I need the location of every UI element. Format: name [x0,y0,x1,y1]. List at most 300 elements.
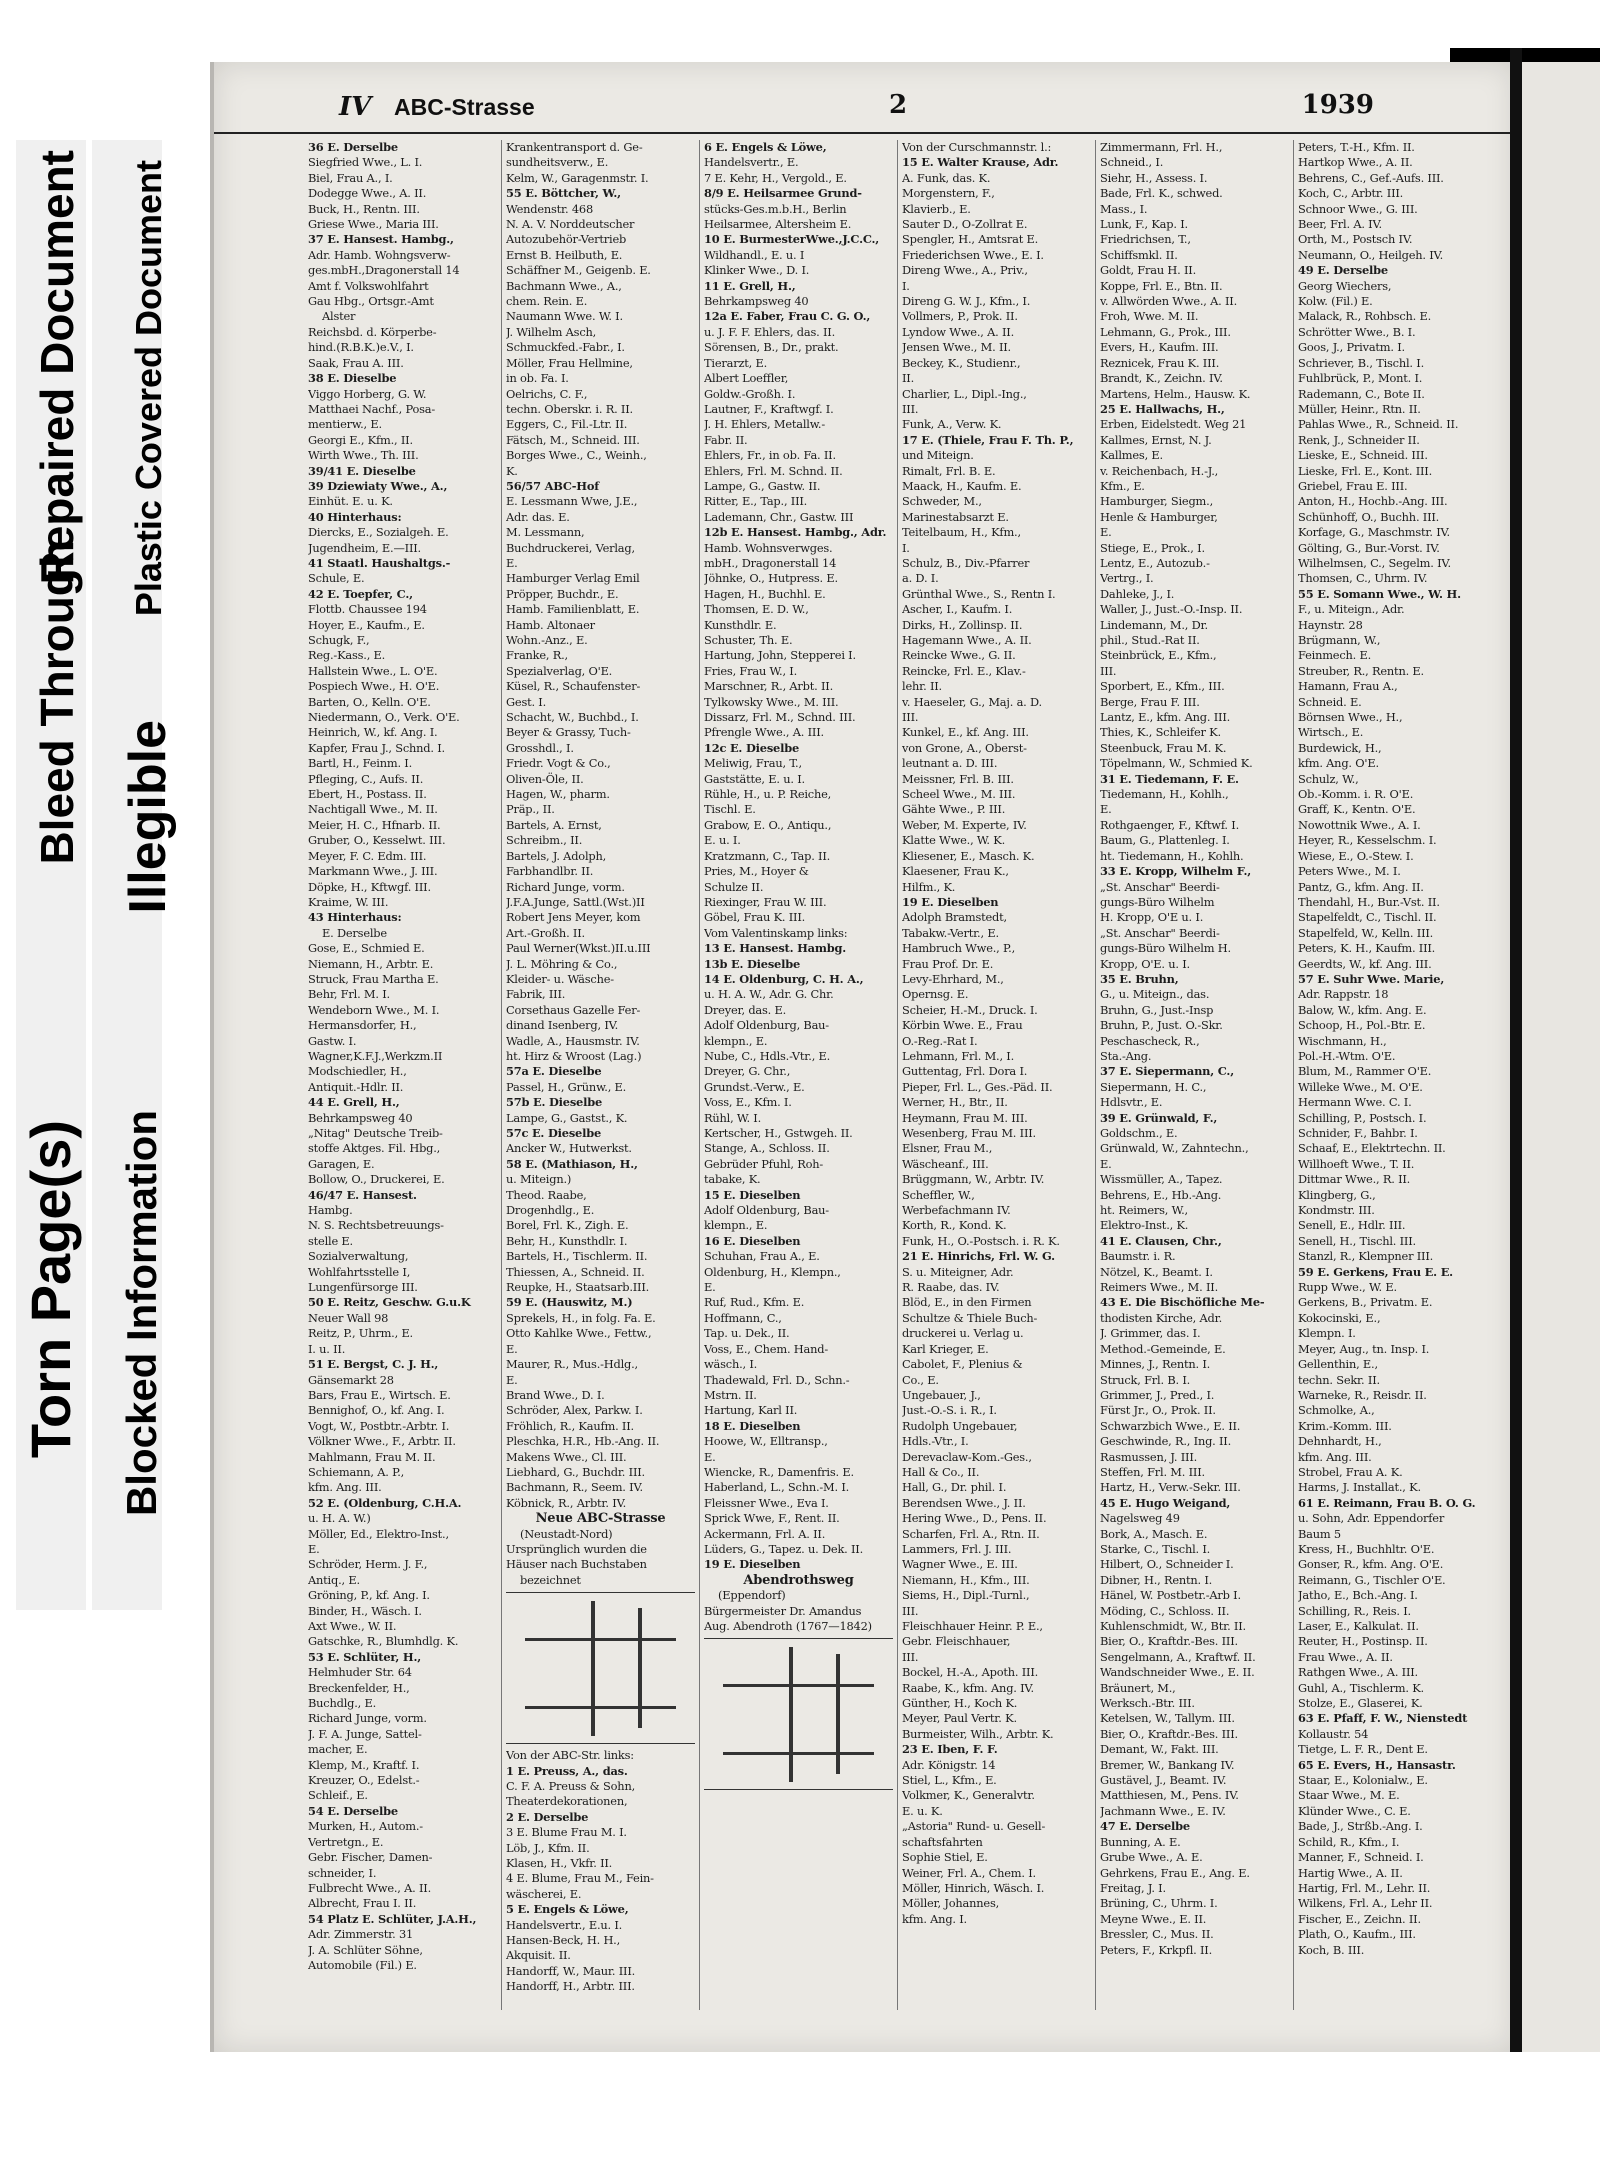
house-number-entry: 38 E. Dieselbe [308,371,397,386]
house-number-entry: 21 E. Hinrichs, Frl. W. G. [902,1249,1055,1264]
resident-entry: phil., Stud.-Rat II. [1100,633,1200,647]
resident-entry: Gellenthin, E., [1298,1357,1378,1372]
resident-entry: Scharfen, Frl. A., Rtn. II. [902,1526,1040,1541]
resident-entry: Drogenhdlg., E. [506,1203,595,1218]
resident-entry: Hartig, Frl. M., Lehr. II. [1298,1880,1431,1895]
house-number-entry: 15 E. Dieselben [704,1187,801,1202]
house-number-entry: 42 E. Toepfer, C., [308,586,413,601]
resident-entry: Hamb. Wohnsverwges. [704,540,833,555]
resident-entry: Von der ABC-Str. links: [506,1748,634,1763]
resident-entry: Lindemann, M., Dr. [1100,617,1208,632]
resident-entry: Bier, O., Kraftdr.-Bes. III. [1100,1726,1238,1741]
resident-entry: Hambg. [308,1203,353,1218]
resident-entry: Pfrengle Wwe., A. III. [704,725,824,740]
resident-entry: Vogt, W., Postbtr.-Arbtr. I. [308,1418,450,1433]
resident-entry: Schröder, Alex, Parkw. I. [506,1403,643,1418]
resident-entry: Fätsch, M., Schneid. III. [506,432,640,447]
resident-entry: Hallstein Wwe., L. O'E. [308,663,438,678]
resident-entry: Gonser, R., kfm. Ang. O'E. [1298,1557,1444,1572]
resident-entry: Hall & Co., II. [902,1464,980,1479]
resident-entry: Hdls.-Vtr., I. [902,1434,969,1449]
resident-entry: Schilling, P., Postsch. I. [1298,1110,1427,1125]
resident-entry: Korth, R., Kond. K. [902,1218,1007,1233]
next-page-strip [1522,62,1600,2052]
resident-entry: Senell, E., Hdlr. III. [1298,1218,1406,1233]
resident-entry: macher, E. [308,1742,368,1757]
resident-entry: J. F. A. Junge, Sattel- [308,1726,422,1741]
resident-entry: u. Sohn, Adr. Eppendorfer [1298,1511,1445,1526]
resident-entry: Lieske, Frl. E., Kont. III. [1298,463,1433,478]
resident-entry: Fries, Frau W., I. [704,663,798,678]
resident-entry: Struck, Frl. B. I. [1100,1372,1191,1387]
resident-entry: Scheffler, W., [902,1187,975,1202]
resident-entry: Behrens, E., Hb.-Ang. [1100,1187,1222,1202]
resident-entry: Berge, Frau F. III. [1100,694,1200,709]
resident-entry: kfm. Ang. III. [308,1480,382,1495]
house-number-entry: 8/9 E. Heilsarmee Grund- [704,186,862,201]
house-number-entry: 19 E. Dieselben [704,1557,801,1572]
resident-entry: Pahlas Wwe., R., Schneid. II. [1298,417,1459,432]
resident-entry: Ackermann, Frl. A. II. [704,1526,826,1541]
directory-page [210,62,1514,2052]
resident-entry: Klinker Wwe., D. I. [704,263,810,278]
resident-entry: Gebr. Fleischhauer, [902,1634,1011,1649]
resident-entry: Thadewald, Frl. D., Schn.- [704,1372,850,1387]
resident-entry: Brüggmann, W., Arbtr. IV. [902,1172,1045,1187]
resident-entry: Beckey, K., Studienr., [902,355,1021,370]
resident-entry: Warneke, R., Reisdr. II. [1298,1387,1427,1402]
house-number-entry: 59 E. (Hauswitz, M.) [506,1295,633,1310]
directory-column-4 [898,140,1096,2010]
resident-entry: Oldenburg, H., Klempn., [704,1264,841,1279]
resident-entry: Albert Loeffler, [704,371,789,386]
resident-entry: E. [506,555,518,570]
resident-entry: Scheel Wwe., M. III. [902,787,1016,802]
resident-entry: K. [506,463,518,478]
resident-entry: Peschascheck, R., [1100,1033,1200,1048]
resident-entry: Rademann, C., Bote II. [1298,386,1425,401]
house-number-entry: 17 E. (Thiele, Frau F. Th. P., [902,432,1074,447]
resident-entry: Weiner, Frl. A., Chem. I. [902,1865,1036,1880]
resident-entry: Wäscheanf., III. [902,1156,989,1171]
resident-entry: Schnoor Wwe., G. III. [1298,201,1418,216]
resident-entry: Gölting, G., Bur.-Vorst. IV. [1298,540,1440,555]
resident-entry: Farbhandlbr. II. [506,864,594,879]
resident-entry: Helmhuder Str. 64 [308,1665,412,1680]
resident-entry: Sprick Wwe, F., Rent. II. [704,1511,840,1526]
resident-entry: I. u. II. [308,1341,346,1356]
resident-entry: Nagelsweg 49 [1100,1511,1180,1526]
resident-entry: Ehlers, Fr., in ob. Fa. II. [704,448,836,463]
resident-entry: Borges Wwe., C., Weinh., [506,448,647,463]
resident-entry: Wesenberg, Frau M. III. [902,1126,1036,1140]
resident-entry: Hermansdorfer, H., [308,1018,417,1033]
resident-entry: Schultze & Thiele Buch- [902,1310,1038,1325]
house-number-entry: 45 E. Hugo Weigand, [1100,1495,1231,1510]
resident-entry: Günther, H., Koch K. [902,1696,1018,1711]
resident-entry: Goldschm., E. [1100,1126,1178,1140]
resident-entry: Schmolke, A., [1298,1403,1375,1418]
resident-entry: Liebhard, G., Buchdr. III. [506,1464,645,1479]
resident-entry: Wendeborn Wwe., M. I. [308,1002,440,1017]
resident-entry: Vertretgn., E. [308,1834,384,1849]
house-number-entry: 43 E. Die Bischöfliche Me- [1100,1295,1265,1310]
house-number-entry: 12b E. Hansest. Hambg., Adr. [704,525,887,540]
resident-entry: Reg.-Kass., E. [308,648,386,663]
resident-entry: Fleissner Wwe., Eva I. [704,1495,829,1510]
resident-entry: Kress, H., Buchhltr. O'E. [1298,1541,1435,1556]
resident-entry: Buchdruckerei, Verlag, [506,540,635,555]
resident-entry: Kertscher, H., Gstwgeh. II. [704,1126,853,1140]
resident-entry: Georgi E., Kfm., II. [308,432,413,447]
resident-entry: klempn., E. [704,1218,768,1233]
resident-entry: von Grone, A., Oberst- [902,740,1027,755]
resident-entry: tabake, K. [704,1172,761,1187]
resident-entry: Bremer, W., Bankang IV. [1100,1757,1235,1772]
resident-entry: Werbefachmann IV. [902,1203,1011,1218]
resident-entry: Grünthal Wwe., S., Rentn I. [902,586,1056,601]
resident-entry: Ehlers, Frl. M. Schnd. II. [704,463,843,478]
resident-entry: Plath, O., Kaufm., III. [1298,1927,1416,1942]
resident-entry: Bruhn, P., Just. O.-Skr. [1100,1018,1223,1033]
resident-entry: Willeke Wwe., M. O'E. [1298,1079,1423,1094]
resident-entry: J. Grimmer, das. I. [1100,1326,1201,1341]
resident-entry: Hamb. Familienblatt, E. [506,602,640,617]
resident-entry: Kallmes, Ernst, N. J. [1100,432,1212,447]
resident-entry: Hoowe, W., Elltransp., [704,1434,828,1449]
resident-entry: E. [704,1449,716,1464]
map-road [723,1752,874,1755]
house-number-entry: 18 E. Dieselben [704,1418,801,1433]
resident-entry: Dittmar Wwe., R. II. [1298,1172,1411,1187]
resident-entry: Scheier, H.-M., Druck. I. [902,1002,1038,1017]
resident-entry: Rupp Wwe., W. E. [1298,1280,1397,1295]
resident-entry: Pfleging, C., Aufs. II. [308,771,424,786]
resident-entry: E. [704,1280,716,1295]
resident-entry: Friedrichsen, T., [1100,232,1191,247]
resident-entry: Siegfried Wwe., L. I. [308,155,423,170]
resident-entry: Schilling, R., Reis. I. [1298,1603,1411,1618]
resident-entry: Hamburger, Siegm., [1100,494,1213,509]
resident-entry: Schriever, B., Tischl. I. [1298,355,1424,370]
resident-entry: Klünder Wwe., C. E. [1298,1803,1411,1818]
resident-entry: in ob. Fa. I. [506,371,569,386]
resident-entry: Breckenfelder, H., [308,1680,410,1695]
house-number-entry: 1 E. Preuss, A., das. [506,1763,628,1778]
resident-entry: Schuhan, Frau A., E. [704,1249,820,1264]
resident-entry: Baumstr. i. R. [1100,1249,1176,1264]
resident-entry: Markmann Wwe., J. III. [308,864,438,879]
resident-entry: kfm. Ang. O'E. [1298,756,1379,771]
resident-entry: Nötzel, K., Beamt. I. [1100,1264,1213,1279]
resident-entry: Kunsthdlr. E. [704,617,777,632]
house-number-entry: 54 E. Derselbe [308,1803,398,1818]
house-number-entry: 41 E. Clausen, Chr., [1100,1233,1222,1248]
resident-entry: stoffe Aktges. Fil. Hbg., [308,1141,441,1156]
resident-entry: Malack, R., Rohbsch. E. [1298,309,1432,324]
resident-entry: ht. Hirz & Wroost (Lag.) [506,1048,642,1063]
resident-entry: Automobile (Fil.) E. [308,1957,417,1972]
resident-entry: Vertrg., I. [1100,571,1154,586]
resident-entry: Hamburger Verlag Emil [506,571,640,586]
house-number-entry: 2 E. Derselbe [506,1809,589,1824]
resident-entry: Möller, Johannes, [902,1896,1000,1911]
resident-entry: E. u. I. [704,833,741,848]
resident-entry: Adolf Oldenburg, Bau- [704,1018,829,1033]
resident-entry: Bork, A., Masch. E. [1100,1526,1208,1541]
resident-entry: Neuer Wall 98 [308,1310,389,1325]
scan-right-edge [1510,48,1522,2052]
resident-entry: Gebrüder Pfuhl, Roh- [704,1156,824,1171]
resident-entry: Pries, M., Hoyer & [704,864,809,879]
directory-column-6 [1294,140,1492,2010]
resident-entry: Baum, G., Plattenleg. I. [1100,833,1230,848]
resident-entry: Antiquit.-Hdlr. II. [308,1079,404,1094]
resident-entry: „St. Anschar" Beerdi- [1100,879,1220,894]
resident-entry: Dissarz, Frl. M., Schnd. III. [704,710,856,725]
resident-entry: Reincke Wwe., G. II. [902,648,1016,663]
resident-entry: Method.-Gemeinde, E. [1100,1341,1226,1356]
street-map-sketch [506,1592,695,1744]
resident-entry: Hdlsvtr., E. [1100,1095,1163,1110]
house-number-entry: 65 E. Evers, H., Hansastr. [1298,1757,1456,1772]
resident-entry: Reichsbd. d. Körperbe- [308,324,437,339]
resident-entry: Sörensen, B., Dr., prakt. [704,340,839,355]
resident-entry: Anton, H., Hochb.-Ang. III. [1298,494,1448,509]
resident-entry: Dreyer, G. Chr., [704,1064,791,1079]
resident-entry: Bachmann Wwe., A., [506,278,622,293]
resident-entry: Blum, M., Rammer O'E. [1298,1064,1432,1079]
resident-entry: Präp., II. [506,802,555,817]
resident-entry: Harms, J. Installat., K. [1298,1480,1421,1495]
resident-entry: Schule, E. [308,571,365,586]
resident-entry: Gehrkens, Frau E., Ang. E. [1100,1865,1250,1880]
resident-entry: u. H. A. W.) [308,1511,371,1526]
resident-entry: Hagen, H., Buchhl. E. [704,586,826,601]
resident-entry: Thomsen, C., Uhrm. IV. [1298,571,1428,586]
resident-entry: Dibner, H., Rentn. I. [1100,1572,1213,1587]
resident-entry: Friedr. Vogt & Co., [506,756,611,771]
resident-entry: Handorff, W., Maur. III. [506,1963,636,1978]
resident-entry: Nachtigall Wwe., M. II. [308,802,438,817]
resident-entry: Lunk, F., Kap. I. [1100,217,1188,232]
resident-entry: Garagen, E. [308,1156,375,1171]
resident-entry: Dirks, H., Zollinsp. II. [902,617,1023,632]
resident-entry: Brandt, K., Zeichn. IV. [1100,371,1223,386]
resident-entry: Raabe, K., kfm. Ang. IV. [902,1680,1034,1695]
resident-entry: Buck, H., Rentn. III. [308,201,420,216]
resident-entry: III. [902,401,919,416]
resident-entry: Schreibm., II. [506,833,583,848]
stamp-illegible: Illegible [119,720,177,914]
resident-entry: Pieper, Frl. L., Ges.-Päd. II. [902,1079,1053,1094]
resident-entry: Robert Jens Meyer, kom [506,910,641,925]
resident-entry: Mstrn. II. [704,1387,757,1402]
resident-entry: Rothgaenger, F., Kftwf. I. [1100,817,1239,832]
house-number-entry: 33 E. Kropp, Wilhelm F., [1100,864,1251,879]
resident-entry: Friederichsen Wwe., E. I. [902,247,1044,262]
resident-entry: Meyer, F. C. Edm. III. [308,848,427,863]
resident-entry: Eggers, C., Fil.-Ltr. II. [506,417,628,432]
resident-entry: Bockel, H.-A., Apoth. III. [902,1665,1039,1680]
resident-entry: Kratzmann, C., Tap. II. [704,848,831,863]
house-number-entry: 39 Dziewiaty Wwe., A., [308,478,448,493]
resident-entry: Schneid. E. [1298,694,1362,709]
resident-entry: Steffen, Frl. M. III. [1100,1464,1205,1479]
resident-entry: Brügmann, W., [1298,633,1381,647]
resident-entry: Von der Curschmannstr. l.: [902,140,1052,154]
resident-entry: Hartung, Karl II. [704,1403,798,1418]
stamp-torn-pages: Torn Page(s) [19,1120,82,1459]
resident-entry: Bürgermeister Dr. Amandus [704,1603,862,1618]
page-header [214,82,1514,134]
resident-entry: Klaesener, Frau K., [902,864,1009,879]
resident-entry: Schugk, F., [308,633,370,647]
resident-entry: Siems, H., Dipl.-Turnl., [902,1588,1030,1603]
resident-entry: Bruhn, G., Just.-Insp [1100,1002,1214,1017]
resident-entry: Kleider- u. Wäsche- [506,971,614,986]
resident-entry: Schnider, F., Bahbr. I. [1298,1126,1418,1140]
resident-entry: Elektro-Inst., K. [1100,1218,1189,1233]
resident-entry: Schiemann, A. P., [308,1464,405,1479]
resident-entry: Lüders, G., Tapez. u. Dek. II. [704,1541,864,1556]
resident-entry: J. L. Möhring & Co., [506,956,618,971]
resident-entry: Börnsen Wwe., H., [1298,710,1403,725]
resident-entry: Burdewick, H., [1298,740,1382,755]
resident-entry: Grimmer, J., Pred., I. [1100,1387,1215,1402]
resident-entry: Siehr, H., Assess. I. [1100,170,1208,185]
resident-entry: Thiessen, A., Schneid. II. [506,1264,645,1279]
resident-entry: Bennighof, O., kf. Ang. I. [308,1403,445,1418]
resident-entry: kfm. Ang. I. [902,1911,967,1926]
resident-entry: Handorff, H., Arbtr. III. [506,1979,635,1994]
resident-entry: wäscherei, E. [506,1886,582,1901]
resident-entry: Dehnhardt, H., [1298,1434,1382,1449]
house-number-entry: 37 E. Hansest. Hambg., [308,232,454,247]
resident-entry: Bachmann, R., Seem. IV. [506,1480,643,1495]
resident-entry: Gau Hbg., Ortsgr.-Amt [308,294,434,309]
resident-entry: u. J. F. F. Ehlers, das. II. [704,324,835,339]
house-number-entry: 44 E. Grell, H., [308,1095,400,1110]
resident-entry: Kapfer, Frau J., Schnd. I. [308,740,445,755]
resident-entry: Lampe, G., Gastst., K. [506,1110,628,1125]
resident-entry: Koch, C., Arbtr. III. [1298,186,1404,201]
map-road [591,1601,595,1736]
resident-entry: Erben, Eidelstedt. Weg 21 [1100,417,1247,432]
resident-entry: Bade, Frl. K., schwed. [1100,186,1223,201]
house-number-entry: 49 E. Derselbe [1298,263,1388,278]
resident-entry: Meyer, Paul Vertr. K. [902,1711,1017,1726]
house-number-entry: 55 E. Böttcher, W., [506,186,621,201]
resident-entry: Dodegge Wwe., A. II. [308,186,427,201]
resident-entry: v. Allwörden Wwe., A. II. [1100,294,1238,309]
resident-entry: Klatte Wwe., W. K. [902,833,1006,848]
resident-entry: druckerei u. Verlag u. [902,1326,1024,1341]
resident-entry: Otto Kahlke Wwe., Fettw., [506,1326,652,1341]
resident-entry: Gruber, O., Kesselwt. III. [308,833,446,848]
resident-entry: Froh, Wwe. M. II. [1100,309,1199,324]
resident-entry: Beyer & Grassy, Tuch- [506,725,631,740]
resident-entry: Schaaf, E., Elektrtechn. II. [1298,1141,1446,1156]
resident-entry: Bade, J., Strßb.-Ang. I. [1298,1819,1423,1834]
resident-entry: Pol.-H.-Wtm. O'E. [1298,1048,1396,1063]
resident-entry: Stapelfeldt, C., Tischl. II. [1298,910,1437,925]
resident-entry: Nowottnik Wwe., A. I. [1298,817,1421,832]
resident-entry: Freitag, J. I. [1100,1880,1166,1895]
resident-entry: Adr. Rappstr. 18 [1298,987,1389,1002]
resident-entry: Ritter, E., Tap., III. [704,494,808,509]
resident-entry: Haynstr. 28 [1298,617,1363,632]
resident-entry: Frau Wwe., A. II. [1298,1649,1393,1664]
resident-entry: Blöd, E., in den Firmen [902,1295,1032,1310]
resident-entry: Goldt, Frau H. II. [1100,263,1197,278]
resident-entry: Evers, H., Kaufm. III. [1100,340,1219,355]
resident-entry: Hagemann Wwe., A. II. [902,633,1032,647]
resident-entry: E. [506,1341,518,1356]
resident-entry: Hering Wwe., D., Pens. II. [902,1511,1047,1526]
resident-entry: Berendsen Wwe., J. II. [902,1495,1026,1510]
resident-entry: Jensen Wwe., M. II. [902,340,1011,355]
resident-entry: Fürst Jr., O., Prok. II. [1100,1403,1216,1418]
resident-entry: R. Raabe, das. IV. [902,1280,1000,1295]
resident-entry: Lyndow Wwe., A. II. [902,324,1015,339]
resident-entry: Bartels, H., Tischlerm. II. [506,1249,648,1264]
resident-entry: Rasmussen, J. III. [1100,1449,1198,1464]
resident-entry: Küsel, R., Schaufenster- [506,679,641,694]
resident-entry: Pröpper, Buchdr., E. [506,586,619,601]
resident-entry: Kallmes, E. [1100,448,1163,463]
resident-entry: Werksch.-Btr. III. [1100,1696,1195,1711]
resident-entry: Jugendheim, E.—III. [308,540,421,555]
resident-entry: Möding, C., Schloss. II. [1100,1603,1230,1618]
resident-entry: Schröder, Herm. J. F., [308,1557,428,1572]
house-number-entry: 14 E. Oldenburg, C. H. A., [704,971,864,986]
resident-entry: Meyne Wwe., E. II. [1100,1911,1207,1926]
resident-entry: Ancker W., Hutwerkst. [506,1141,632,1156]
resident-entry: Staar Wwe., M. E. [1298,1788,1400,1803]
resident-entry: Häuser nach Buchstaben [506,1557,647,1572]
resident-entry: Gastw. I. [308,1033,357,1048]
resident-entry: Hänel, W. Postbetr.-Arb I. [1100,1588,1241,1603]
house-number-entry: 57b E. Dieselbe [506,1095,603,1110]
resident-entry: Geschwinde, R., Ing. II. [1100,1434,1232,1449]
house-number-entry: 51 E. Bergst, C. J. H., [308,1357,439,1372]
resident-entry: lehr. II. [902,679,942,694]
resident-entry: Gustävel, J., Beamt. IV. [1100,1773,1227,1788]
resident-entry: Fabrik, III. [506,987,566,1002]
resident-entry: Lademann, Chr., Gastw. III [704,509,854,524]
resident-entry: Tierarzt, E. [704,355,768,370]
house-number-entry: 5 E. Engels & Löwe, [506,1902,629,1917]
resident-entry: Maurer, R., Mus.-Hdlg., [506,1357,638,1372]
resident-entry: Binder, H., Wäsch. I. [308,1603,422,1618]
resident-entry: Hartkop Wwe., A. II. [1298,155,1413,170]
house-number-entry: 39/41 E. Dieselbe [308,463,416,478]
resident-entry: Lantz, E., kfm. Ang. III. [1100,710,1231,725]
resident-entry: Möller, Hinrich, Wäsch. I. [902,1880,1045,1895]
resident-entry: Opernsg. E. [902,987,969,1002]
house-number-entry: 47 E. Derselbe [1100,1819,1190,1834]
resident-entry: J. Wilhelm Asch, [506,324,597,339]
resident-entry: Heyer, R., Kesselschm. I. [1298,833,1437,848]
resident-entry: Grube Wwe., A. E. [1100,1850,1203,1865]
resident-entry: Karl Krieger, E. [902,1341,989,1356]
resident-entry: Richard Junge, vorm. [506,879,625,894]
resident-entry: Koch, B. III. [1298,1942,1365,1957]
house-number-entry: 12c E. Dieselbe [704,740,800,755]
resident-entry: E. [506,1372,518,1387]
resident-entry: Schmuckfed.-Fabr., I. [506,340,625,355]
